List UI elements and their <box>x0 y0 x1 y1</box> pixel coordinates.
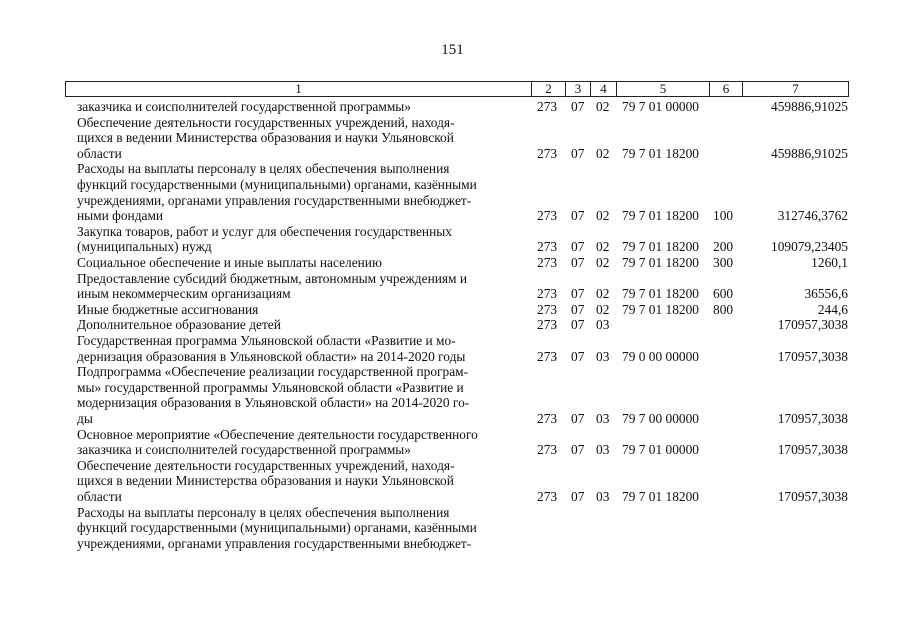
description-line: Подпрограмма «Обеспечение реализации государственной програм- <box>77 364 469 380</box>
description-line: ными фондами <box>77 208 164 224</box>
row-description <box>77 458 527 505</box>
cell-c3: 07 <box>571 488 585 504</box>
cell-c5: 79 7 01 18200 <box>622 255 699 270</box>
cell-c7: 170957,3038 <box>777 442 848 458</box>
cell-c3: 07 <box>571 301 585 317</box>
cell-c3: 07 <box>571 317 585 333</box>
cell-c5: 79 7 01 00000 <box>622 99 699 114</box>
cell-c7: 170957,3038 <box>777 488 848 504</box>
cell-c3: 07 <box>571 442 585 458</box>
cell-c2: 273 <box>537 410 558 426</box>
row-description <box>77 364 527 426</box>
description-line: области <box>77 488 122 504</box>
row-description <box>77 317 527 333</box>
cell-c5: 79 7 01 00000 <box>622 442 699 458</box>
cell-c4: 02 <box>596 255 610 270</box>
cell-c7: 244,6 <box>817 301 848 317</box>
cell-c4: 02 <box>596 239 610 255</box>
header-col-7: 7 <box>792 81 799 96</box>
cell-c7: 170957,3038 <box>777 317 848 333</box>
description-line: Дополнительное образование детей <box>77 317 281 333</box>
table-row <box>0 161 905 223</box>
cell-c5: 79 7 01 18200 <box>622 239 699 255</box>
description-line: Закупка товаров, работ и услуг для обеспечения государственных <box>77 223 452 239</box>
cell-c6: 300 <box>713 255 734 270</box>
cell-c4: 03 <box>596 488 610 504</box>
cell-c6: 200 <box>713 239 734 255</box>
cell-c3: 07 <box>571 145 585 161</box>
cell-c4: 02 <box>596 286 610 302</box>
cell-c7: 170957,3038 <box>777 348 848 364</box>
cell-c4: 03 <box>596 348 610 364</box>
description-line: заказчика и соисполнителей государственной программы» <box>77 442 411 458</box>
cell-c7: 36556,6 <box>804 286 848 302</box>
cell-c7: 312746,3762 <box>777 208 848 224</box>
cell-c6: 100 <box>713 208 734 224</box>
cell-c5: 79 7 01 18200 <box>622 301 699 317</box>
table-row <box>0 317 905 333</box>
description-line: модернизация образования в Ульяновской области» на 2014-2020 го- <box>77 395 470 411</box>
description-line: функций государственными (муниципальными) органами, казёнными <box>77 520 477 536</box>
description-line: Обеспечение деятельности государственных учреждений, находя- <box>77 457 455 473</box>
description-line: Расходы на выплаты персоналу в целях обеспечения выполнения <box>77 161 450 177</box>
cell-c2: 273 <box>537 255 558 270</box>
table-row <box>0 302 905 318</box>
cell-c2: 273 <box>537 239 558 255</box>
header-col-5: 5 <box>617 82 710 96</box>
description-line: мы» государственной программы Ульяновской области «Развитие и <box>77 379 464 395</box>
row-description <box>77 224 527 255</box>
cell-c3: 07 <box>571 348 585 364</box>
cell-c4: 03 <box>596 442 610 458</box>
table-row <box>0 364 905 426</box>
description-line: иным некоммерческим организациям <box>77 286 291 302</box>
cell-c6: 800 <box>713 301 734 317</box>
cell-c5: 79 7 01 18200 <box>622 208 699 224</box>
table-row <box>0 271 905 302</box>
row-description <box>77 505 527 552</box>
cell-c2: 273 <box>537 208 558 224</box>
cell-c2: 273 <box>537 348 558 364</box>
table-row <box>0 99 905 115</box>
table-row <box>0 427 905 458</box>
cell-c3: 07 <box>571 208 585 224</box>
description-line: щихся в ведении Министерства образования и науки Ульяновской <box>77 473 454 489</box>
cell-c4: 02 <box>596 99 610 114</box>
cell-c5: 79 0 00 00000 <box>622 348 699 364</box>
description-line: ды <box>77 410 93 426</box>
cell-c5: 79 7 00 00000 <box>622 410 699 426</box>
description-line: дернизация образования в Ульяновской области» на 2014-2020 годы <box>77 348 466 364</box>
row-description <box>77 161 527 223</box>
cell-c5: 79 7 01 18200 <box>622 145 699 161</box>
page-number: 151 <box>441 42 464 58</box>
row-description <box>77 99 527 115</box>
description-line: Основное мероприятие «Обеспечение деятельности государственного <box>77 426 478 442</box>
header-col-4: 4 <box>591 82 617 96</box>
description-line: Обеспечение деятельности государственных учреждений, находя- <box>77 114 455 130</box>
cell-c2: 273 <box>537 286 558 302</box>
cell-c3: 07 <box>571 239 585 255</box>
cell-c7: 459886,91025 <box>771 145 848 161</box>
table-row <box>0 115 905 162</box>
cell-c5: 79 7 01 18200 <box>622 286 699 302</box>
table-row <box>0 255 905 271</box>
cell-c4: 02 <box>596 208 610 224</box>
header-col-2: 2 <box>532 82 566 96</box>
row-description <box>77 302 527 318</box>
row-description <box>77 333 527 364</box>
cell-c2: 273 <box>537 488 558 504</box>
cell-c2: 273 <box>537 442 558 458</box>
cell-c3: 07 <box>571 255 585 270</box>
header-col-3: 3 <box>566 82 591 96</box>
description-line: заказчика и соисполнителей государственной программы» <box>77 99 411 114</box>
cell-c7: 109079,23405 <box>771 239 848 255</box>
cell-c3: 07 <box>571 410 585 426</box>
cell-c2: 273 <box>537 317 558 333</box>
cell-c2: 273 <box>537 301 558 317</box>
cell-c7: 459886,91025 <box>771 99 848 114</box>
table-row <box>0 458 905 505</box>
description-line: учреждениями, органами управления государственными внебюджет- <box>77 535 472 551</box>
description-line: Предоставление субсидий бюджетным, автономным учреждениям и <box>77 270 468 286</box>
description-line: области <box>77 145 122 161</box>
description-line: (муниципальных) нужд <box>77 239 212 255</box>
description-line: Социальное обеспечение и иные выплаты населению <box>77 255 382 270</box>
description-line: Иные бюджетные ассигнования <box>77 301 259 317</box>
cell-c2: 273 <box>537 99 558 114</box>
cell-c3: 07 <box>571 99 585 114</box>
cell-c4: 03 <box>596 410 610 426</box>
table-body <box>0 99 905 639</box>
table-row <box>0 505 905 552</box>
row-description <box>77 255 527 271</box>
row-description <box>77 427 527 458</box>
table-row <box>0 224 905 255</box>
cell-c7: 1260,1 <box>811 255 848 270</box>
cell-c2: 273 <box>537 145 558 161</box>
row-description <box>77 115 527 162</box>
cell-c4: 02 <box>596 145 610 161</box>
table-row <box>0 333 905 364</box>
cell-c3: 07 <box>571 286 585 302</box>
cell-c4: 02 <box>596 301 610 317</box>
row-description <box>77 271 527 302</box>
description-line: Государственная программа Ульяновской области «Развитие и мо- <box>77 333 456 348</box>
table-header <box>65 81 849 97</box>
cell-c6: 600 <box>713 286 734 302</box>
cell-c7: 170957,3038 <box>777 410 848 426</box>
cell-c5: 79 7 01 18200 <box>622 488 699 504</box>
description-line: щихся в ведении Министерства образования и науки Ульяновской <box>77 130 454 146</box>
cell-c4: 03 <box>596 317 610 333</box>
header-col-1: 1 <box>66 82 532 96</box>
description-line: учреждениями, органами управления государственными внебюджет- <box>77 192 472 208</box>
header-col-6: 6 <box>710 82 743 96</box>
description-line: Расходы на выплаты персоналу в целях обеспечения выполнения <box>77 504 450 520</box>
description-line: функций государственными (муниципальными) органами, казёнными <box>77 176 477 192</box>
